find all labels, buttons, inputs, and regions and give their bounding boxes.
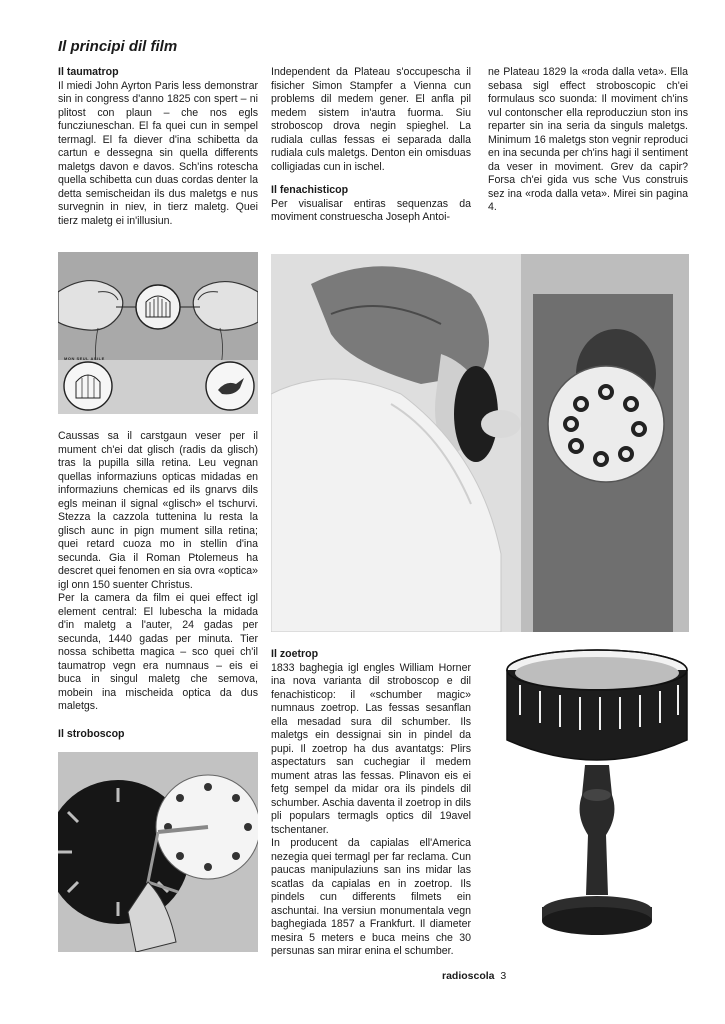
text-zoetrop-2: In producent da capialas ell'America nezegia quei termagl per far reclama. Cun paucas manipulaziuns san ins midar las scatlas da capialas en in zoetrop. Ils pindels cun differents filmets ein aschuntai. Ina versiun monumentala vegn baghegiada 1857 a Frankfurt. Il diameter mesira 5 meters e buca meins che 30 persunas san mirar enina el schumber. (271, 837, 471, 957)
figure-fenachisticop-photo (271, 254, 689, 632)
zoetrop-illustration (500, 645, 695, 945)
figure-stroboscop (58, 752, 258, 952)
figure-zoetrop (500, 645, 695, 945)
heading-stroboscop: Il stroboscop (58, 727, 125, 740)
column-taumatrop (58, 66, 258, 228)
heading-zoetrop: Il zoetrop (271, 648, 319, 660)
page-footer (442, 970, 506, 982)
stroboscop-illustration (58, 752, 258, 952)
text-plateau: ne Plateau 1829 la «roda dalla veta». Ella sebasa sigl effect stroboscopic ch'ei formulaus sco suonda: Il moviment ch'ins vul contonscher ella reproducziun ston ins reparter sin ina seria da singuls maletgs. Minimum 16 maletgs ston vegnir reproduci en ina secunda per ch'ins hagi il sentiment da veser in moviment. Grev da capir? Forsa ch'ei gida vus sche Vus construis sez ina «roda dalla veta». Mirei sin pagina 4. (488, 66, 688, 213)
text-fenachisticop: Per visualisar entiras sequenzas da moviment construescha Joseph Antoi- (271, 197, 471, 223)
fenachisticop-photo-illustration (271, 254, 689, 632)
text-taumatrop: Il miedi John Ayrton Paris less demonstrar sin in congress d'anno 1825 con spert – ni plitost con plaun – che nos egls funcziuneschan. El fa quei cun in sempel termagl. El fa diever d'ina schibetta da cartun e dessegna sin quella differents maletgs davon e davos. Sch'ins rotescha quella schibetta cun duas cordas denter la detta semischeidan ils dus maletgs e nus survegnin in niev, in tierz maletg. Quei tierz maletg ei in'illusiun. (58, 79, 258, 227)
page-number: 3 (500, 970, 507, 982)
text-zoetrop-1: 1833 baghegia igl engles William Horner ina nova varianta dil stroboscop e dil fenachisticop: il «schumber magic» numnaus zoetrop. Las fessas sesanflan ella mesadad sura dil schumber. Ils maletgs ein dessignai sin in pindel da pupi. Il zoetrop ha dus avantatgs: Plirs aspectaturs san cuchegiar il medem mument atras las fessas. Plinavon eis ei fetg sempel da midar ora ils pindels dil schumber. Aschia daventa il zoetrop in dils pli populars termagls optics dil 19avel tschentaner. (271, 661, 471, 836)
text-retina: Caussas sa il carstgaun veser per il mument ch'ei dat glisch (radis da glisch) tras la pupilla silla retina. Leu vegnan quellas informaziuns opticas midadas en informaziuns chemicas ed ils gnarvs dils egls meinan il signal «glisch» el tschurvi. Stezza la cazzola tuttenina lu resta la glisch aunc in pign mument silla retina; quei retard cuoza mo in stellin d'ina secunda. Gia il Roman Ptolemeus ha descret quei fenomen en sia ovra «optica» igl onn 150 suenter Christus. (58, 430, 258, 591)
heading-fenachisticop: Il fenachisticop (271, 184, 349, 196)
column-plateau (488, 66, 688, 215)
thaumatrope-illustration (58, 252, 258, 414)
column-stampfer (271, 66, 471, 225)
figure-thaumatrope (58, 252, 258, 414)
text-camera: Per la camera da film ei quei effect igl element central: El lubescha la midada d'in maletg a l'auter, 24 gadas per secunda, 1440 gadas per minuta. Tier nossa schibetta magica – sco quei ch'il taumatrop vegn era numnaus – eis ei buca in singul maletg che semova, mobein ina mischeida optica da dus maletgs. (58, 592, 258, 712)
text-stampfer: Independent da Plateau s'occupescha il fisicher Simon Stampfer a Vienna cun problems dil medem gener. El anfla pil medem sistem in'autra fuorma. Siu stroboscop drova negin spieghel. La rudiala cullas fessas ei separada dalla rudiala culs maletgs. Denton ein omisduas colligiadas cun in ischel. (271, 66, 471, 173)
page-title: Il principi dil film (58, 38, 178, 55)
heading-taumatrop: Il taumatrop (58, 66, 119, 78)
column-zoetrop (271, 648, 471, 959)
footer-brand: radioscola (442, 970, 495, 982)
thaumatrope-disc-label: MON SEUL ASILE (64, 356, 105, 361)
column-retina (58, 430, 258, 741)
